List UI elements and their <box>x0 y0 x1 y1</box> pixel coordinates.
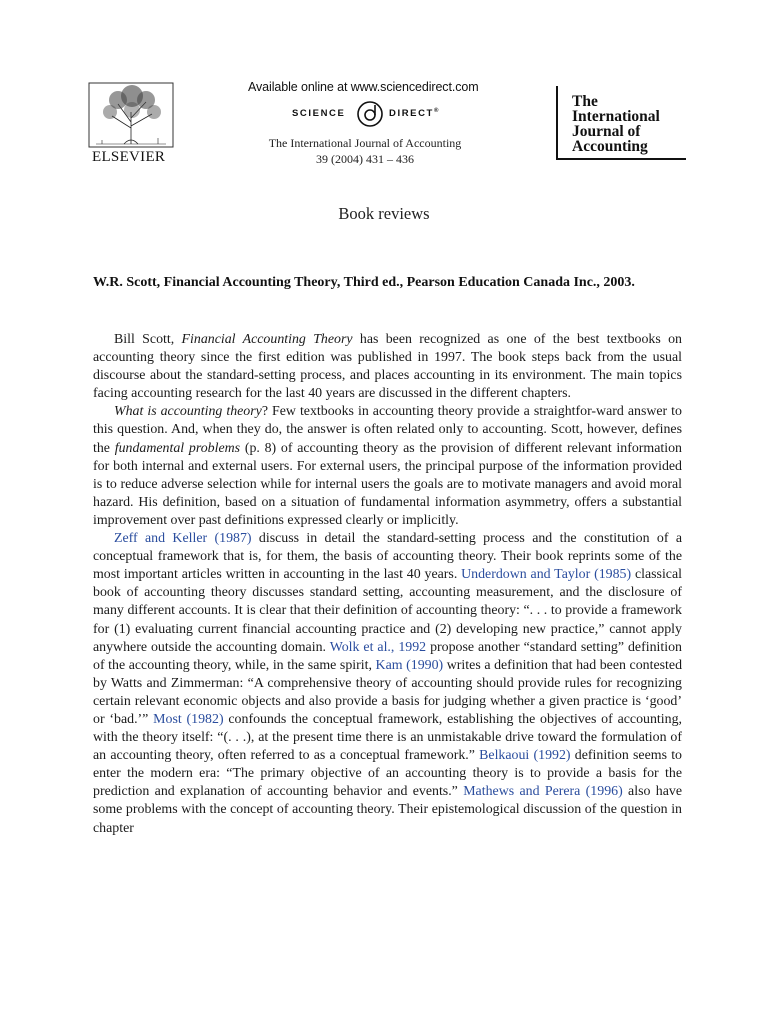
journal-box-line: Accounting <box>572 138 648 155</box>
sd-direct-word: DIRECT® <box>389 108 439 120</box>
paragraph: What is accounting theory? Few textbooks in accounting theory provide a straightfor-ward answer to this question. And, when they do, the answer is often related only to accounting. Scott, however, defines the fundamental problems (p. 8) of accounting theory as the provision of different relevant information for both internal and external users. For external users, the principal purpose of the information provided is to reduce adverse selection while for internal users the goals are to motivate managers and avoid moral hazard. His definition, based on a situation of fundamental information asymmetry, offers a substantial improvement over past definitions expressed clearly or implicitly. <box>93 404 682 528</box>
paragraph: Bill Scott, Financial Accounting Theory has been recognized as one of the best textbooks on accounting theory since the first edition was published in 1997. The book steps back from the usual discourse about the standard-setting process, and places accounting in its environment. The main topics facing accounting research for the last 40 years are discussed in the different chapters. <box>93 332 682 402</box>
citation-link[interactable]: Zeff and Keller (1987) <box>114 531 252 547</box>
journal-box-line: The <box>572 93 598 110</box>
citation-link[interactable]: Kam (1990) <box>375 657 444 673</box>
review-body <box>93 331 682 838</box>
journal-box-line: Journal of <box>572 123 641 140</box>
citation-link[interactable]: Belkaoui (1992) <box>479 748 571 764</box>
citation-link[interactable]: Mathews and Perera (1996) <box>463 784 623 800</box>
publisher-name: ELSEVIER <box>92 149 166 165</box>
journal-volume: 39 (2004) 431 – 436 <box>316 152 414 166</box>
citation-link[interactable]: Underdown and Taylor (1985) <box>461 567 632 583</box>
journal-name: The International Journal of Accounting <box>268 136 462 150</box>
journal-box-line: International <box>572 108 660 125</box>
available-online-text: Available online at www.sciencedirect.com <box>248 80 479 94</box>
book-title-italic: Financial Accounting Theory <box>181 332 353 347</box>
question-italic: What is accounting theory <box>114 404 262 420</box>
fundamental-problems-italic: fundamental problems <box>114 440 241 456</box>
citation-link[interactable]: Most (1982) <box>153 711 224 727</box>
sd-science-word: SCIENCE <box>292 108 346 119</box>
page-header <box>0 0 768 190</box>
citation-link[interactable]: Wolk et al., 1992 <box>329 639 427 655</box>
paragraph: Zeff and Keller (1987) discuss in detail the standard-setting process and the constitution of a conceptual framework that is, for them, the basis of accounting theory. Their book reprints some of the most important articles written in accounting in the last 40 years. Underdown and Taylor (1985) classical book of accounting theory discusses standard setting, accounting measurement, and the disclosure of many different accounts. It is clear that their definition of accounting theory: “. . . to provide a framework for (1) evaluating current financial accounting practice and (2) developing new practice,” cannot apply anywhere outside the accounting domain. Wolk et al., 1992 propose another “standard setting” definition of the accounting theory, while, in the same spirit, Kam (1990) writes a definition that had been contested by Watts and Zimmerman: “A comprehensive theory of accounting should provide rules for recognizing certain relevant economic objects and also provide a basis for judging whether a given practice is ‘good’ or ‘bad.’” Most (1982) confounds the conceptual framework, establishing the objectives of accounting, with the theory itself: “(. . .), at the present time there is an unmistakable drive toward the formulation of an accounting theory, often referred to as a conceptual framework.” Belkaoui (1992) definition seems to enter the modern era: “The primary objective of an accounting theory is to provide a basis for the prediction and explanation of accounting behavior and events.” Mathews and Perera (1996) also have some problems with the concept of accounting theory. Their epistemological discussion of the question in chapter <box>93 531 683 836</box>
sciencedirect-logo <box>292 99 482 129</box>
sd-at-icon <box>355 99 385 129</box>
journal-title-box <box>556 86 686 160</box>
section-title: Book reviews <box>338 204 430 223</box>
review-heading: W.R. Scott, Financial Accounting Theory, Third ed., Pearson Education Canada Inc., 2003. <box>93 275 635 290</box>
